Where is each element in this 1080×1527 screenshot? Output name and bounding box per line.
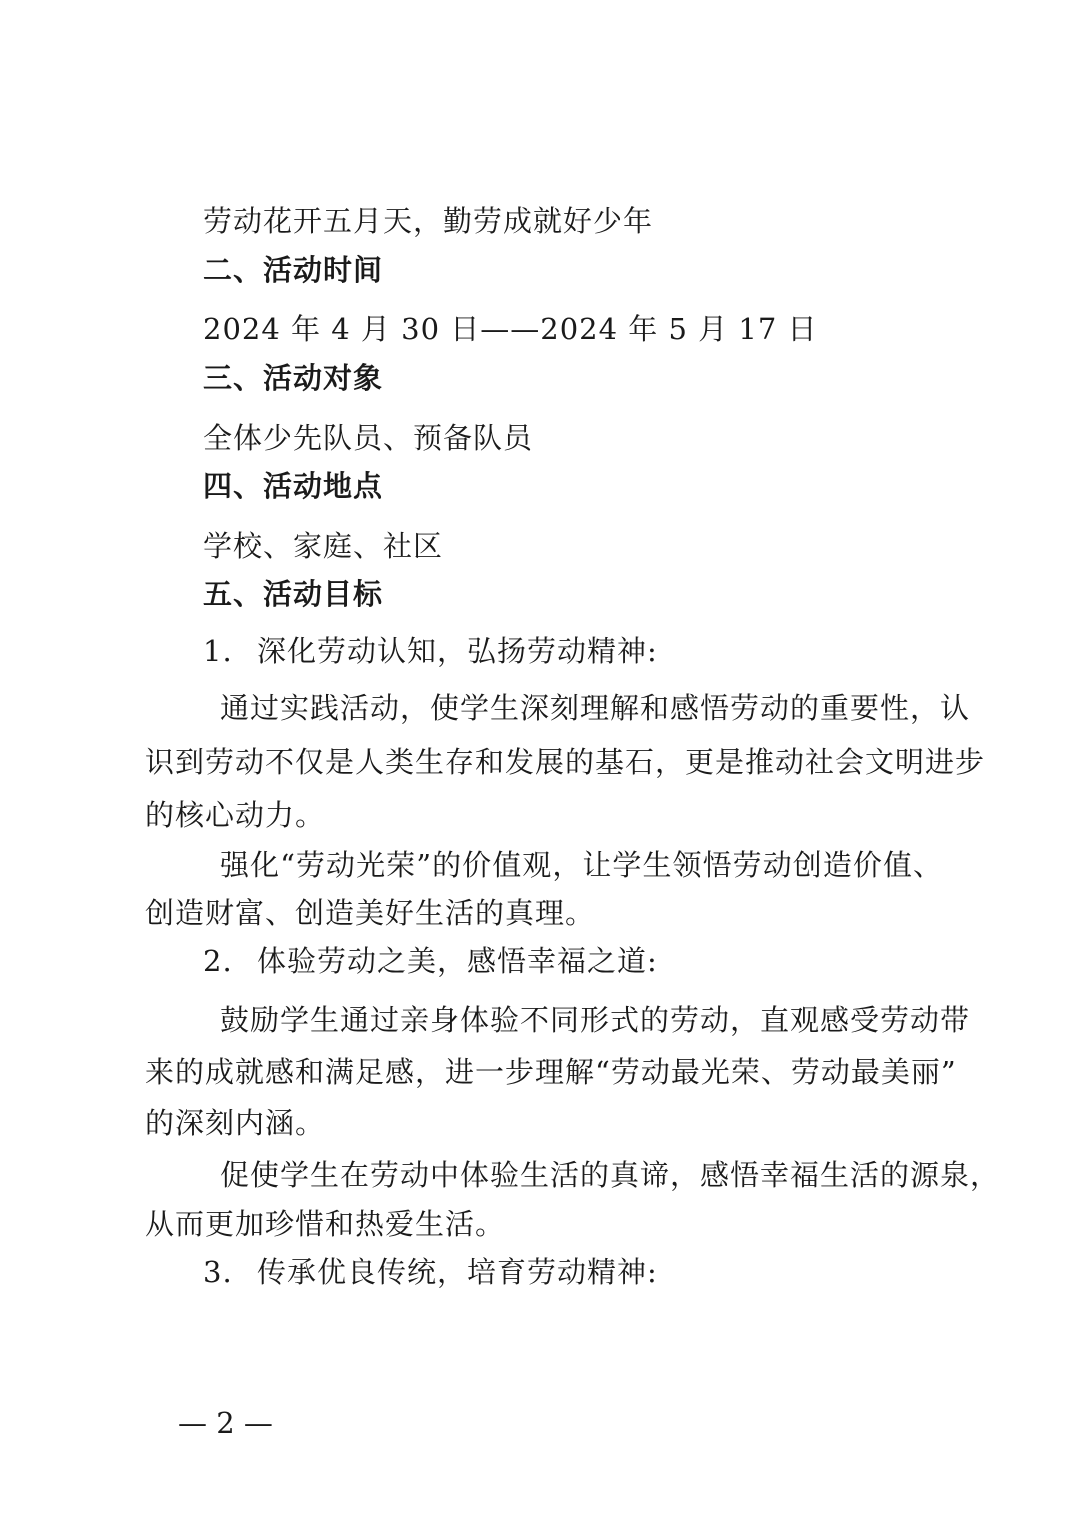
paragraph-line: 创造财富、创造美好生活的真理。 — [145, 896, 596, 930]
goal-title-text: 传承优良传统，培育劳动精神: — [257, 1255, 658, 1289]
section-heading-location: 四、活动地点 — [203, 469, 384, 503]
paragraph-line: 来的成就感和满足感，进一步理解“劳动最光荣、劳动最美丽” — [145, 1055, 957, 1089]
paragraph-line: 识到劳动不仅是人类生存和发展的基石，更是推动社会文明进步 — [145, 745, 986, 779]
goal-number: 3. — [203, 1255, 233, 1289]
goal-item-title — [203, 1252, 658, 1292]
activity-target-text: 全体少先队员、预备队员 — [203, 421, 534, 455]
goal-title-text: 深化劳动认知，弘扬劳动精神: — [257, 634, 658, 668]
page-number: — 2 — — [178, 1406, 273, 1440]
goal-item-title — [203, 631, 658, 671]
goal-title-text: 体验劳动之美，感悟幸福之道: — [257, 944, 658, 978]
activity-location-text: 学校、家庭、社区 — [203, 529, 444, 563]
goal-number: 1. — [203, 634, 233, 668]
section-heading-target: 三、活动对象 — [203, 361, 384, 395]
paragraph-line: 通过实践活动，使学生深刻理解和感悟劳动的重要性，认 — [220, 691, 971, 725]
section-heading-goals: 五、活动目标 — [203, 577, 384, 611]
paragraph-line: 鼓励学生通过亲身体验不同形式的劳动，直观感受劳动带 — [220, 1003, 971, 1037]
slogan-line: 劳动花开五月天，勤劳成就好少年 — [203, 204, 654, 238]
goal-number: 2. — [203, 944, 233, 978]
paragraph-line: 的深刻内涵。 — [145, 1106, 326, 1140]
paragraph-line: 促使学生在劳动中体验生活的真谛，感悟幸福生活的源泉， — [220, 1158, 1001, 1192]
section-heading-time: 二、活动时间 — [203, 253, 384, 287]
paragraph-line: 从而更加珍惜和热爱生活。 — [145, 1207, 506, 1241]
activity-time-text: 2024 年 4 月 30 日——2024 年 5 月 17 日 — [203, 312, 818, 346]
paragraph-line: 的核心动力。 — [145, 798, 326, 832]
paragraph-line: 强化“劳动光荣”的价值观，让学生领悟劳动创造价值、 — [220, 848, 943, 882]
goal-item-title — [203, 941, 658, 981]
